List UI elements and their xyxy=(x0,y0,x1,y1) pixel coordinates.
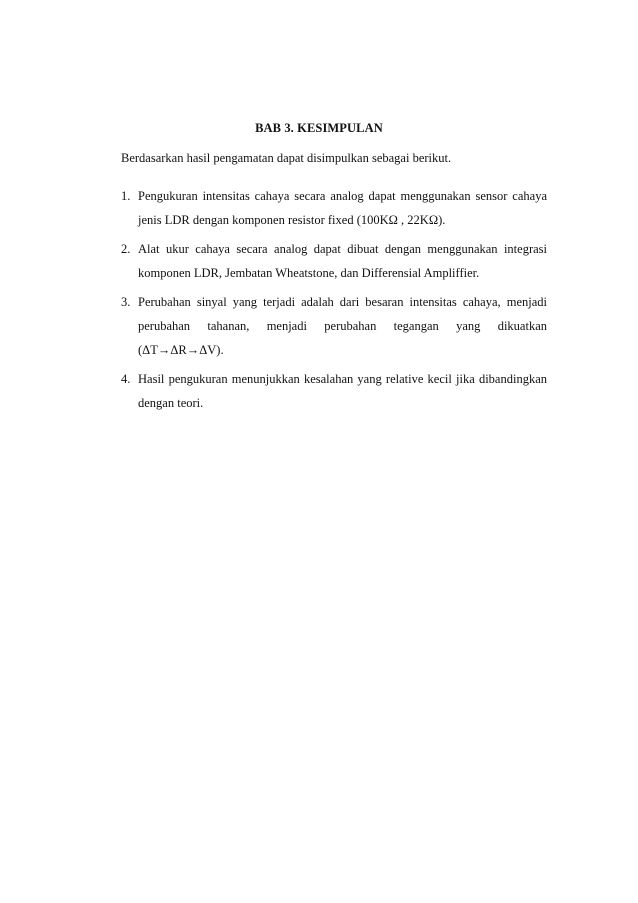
list-item-text: Hasil pengukuran menunjukkan kesalahan yang relative kecil jika dibandingkan dengan teori. xyxy=(138,372,547,410)
list-item xyxy=(121,184,547,232)
list-item xyxy=(121,367,547,415)
list-item-text: Alat ukur cahaya secara analog dapat dibuat dengan menggunakan integrasi komponen LDR, Jembatan Wheatstone, dan Differensial Ampliffier. xyxy=(138,242,547,280)
chapter-title: BAB 3. KESIMPULAN xyxy=(255,121,383,135)
list-item-text: Pengukuran intensitas cahaya secara analog dapat menggunakan sensor cahaya jenis LDR dengan komponen resistor fixed (100KΩ , 22KΩ). xyxy=(138,189,547,227)
conclusion-list xyxy=(121,184,547,420)
list-item-number: 2. xyxy=(121,242,131,256)
list-item-number: 4. xyxy=(121,372,131,386)
list-item-text: Perubahan sinyal yang terjadi adalah dari besaran intensitas cahaya, menjadi perubahan tahanan, menjadi perubahan tegangan yang dikuatkan (ΔT→ΔR→ΔV). xyxy=(138,295,547,357)
list-item-number: 3. xyxy=(121,295,131,309)
list-item xyxy=(121,237,547,285)
intro-paragraph: Berdasarkan hasil pengamatan dapat disimpulkan sebagai berikut. xyxy=(121,151,452,165)
list-item-number: 1. xyxy=(121,189,131,203)
list-item xyxy=(121,290,547,362)
